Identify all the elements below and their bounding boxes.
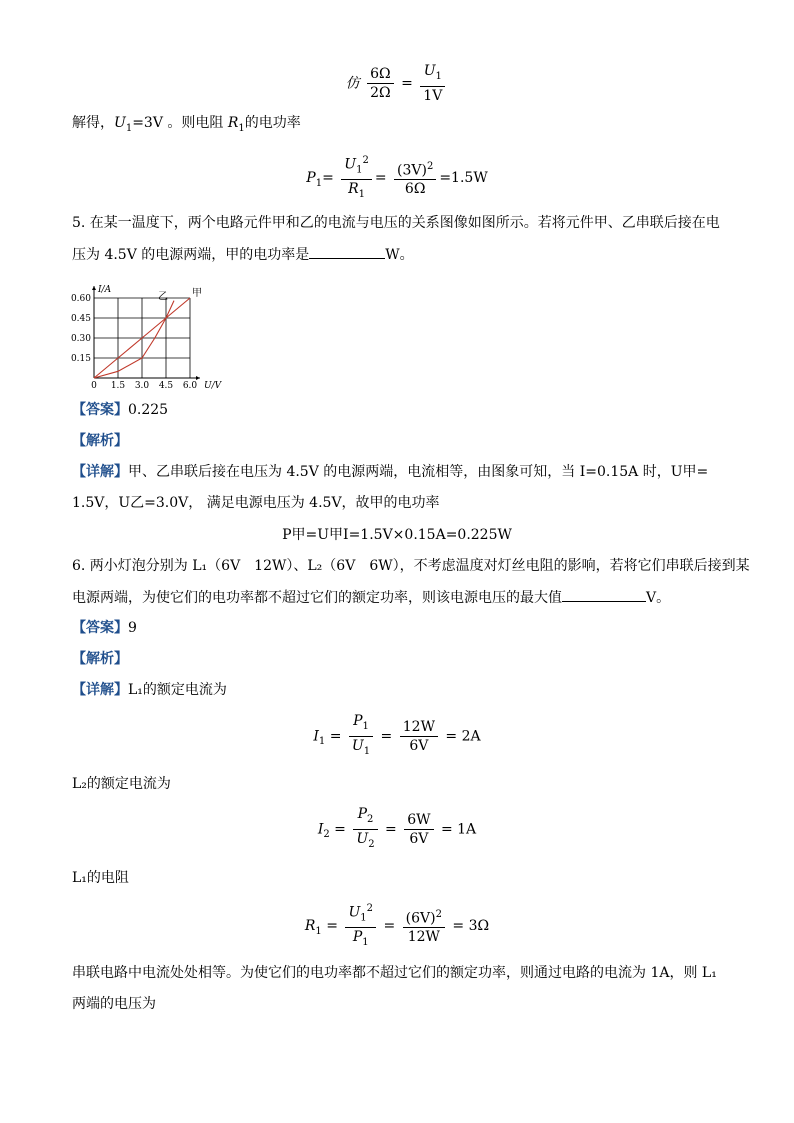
legend-yi: 乙 [158,291,168,303]
equation-ratio: 仿 $\frac{6\Omega}{2\Omega}$ = $\frac{U_1}{1V}$ [0,62,794,105]
equation-i1: $I_1$ = $\frac{P_1}{U_1}$ = $\frac{12W}{6V}$ = 2A [313,713,481,757]
q6-analysis: 【解析】 [72,651,128,667]
x-axis-arrow [196,376,200,380]
q5-answer: 【答案】0.225 [72,402,169,418]
q6-answer-blank [562,587,646,602]
q6-label3: L₁的电阻 [72,870,129,886]
y-tick-label: 0.60 [70,294,91,304]
q6-label2: L₂的额定电流为 [72,776,171,792]
y-axis-label: I/A [98,285,112,295]
x-tick-label: 4.5 [158,381,174,390]
y-tick-label: 0.45 [70,314,91,324]
q6-line2: 电源两端，为使它们的电功率都不超过它们的额定功率，则该电源电压的最大值 V。 [72,587,670,608]
equation-r1: $R_1$ = $\frac{U_1^2}{P_1}$ = $\frac{(6V)^2}{12W}$ = 3Ω [0,900,794,952]
q5-detail1: 【详解】甲、乙串联后接在电压为 4.5V 的电源两端，电流相等，由图象可知，当 I=0.15A 时，U甲= [72,464,709,480]
q6-line1: 6. 两小灯泡分别为 L₁（6V 12W）、L₂（6V 6W），不考虑温度对灯丝电阻的影响，若将它们串联后接到某 [72,558,750,574]
q6-para2: 两端的电压为 [72,996,156,1012]
solve-line: 解得，$U_1=3V$ 。则电阻 $R_1$的电功率 [72,115,301,134]
q5-line2: 压为 4.5V 的电源两端，甲的电功率是 W。 [72,244,414,265]
y-tick-label: 0.30 [70,334,91,344]
equation-i2: $I_2$ = $\frac{P_2}{U_2}$ = $\frac{6W}{6V}$ = 1A [317,806,477,850]
x-tick-label: 3.0 [134,381,150,390]
q6-detail1: 【详解】L₁的额定电流为 [72,682,227,698]
x-axis-label: U/V [204,381,222,390]
equation-p1: $P_1=$ $\frac{U_1^2}{R_1}$ = $\frac{(3V)^2}{6\Omega}$ =1.5W [0,152,794,204]
q5-formula: P甲=U甲I=1.5V×0.15A=0.225W [282,527,512,543]
q6-answer: 【答案】9 [72,620,137,636]
x-tick-label: 0 [91,381,97,390]
y-axis-arrow [92,286,96,290]
q5-analysis: 【解析】 [72,433,128,449]
q5-answer-blank [309,244,385,259]
y-tick-label: 0.15 [70,354,91,364]
series-line-yi [94,301,174,378]
iv-chart [66,278,226,390]
x-tick-label: 6.0 [182,381,198,390]
q6-para1: 串联电路中电流处处相等。为使它们的电功率都不超过它们的额定功率，则通过电路的电流为 1A，则 L₁ [72,965,717,981]
x-tick-label: 1.5 [110,381,126,390]
q5-line1: 5. 在某一温度下，两个电路元件甲和乙的电流与电压的关系图像如图所示。若将元件甲、乙串联后接在电 [72,215,720,231]
legend-jia: 甲 [192,288,202,299]
q5-detail2: 1.5V，U乙=3.0V， 满足电源电压为 4.5V，故甲的电功率 [72,495,440,511]
eq-lhs-char: 仿 [345,75,360,92]
